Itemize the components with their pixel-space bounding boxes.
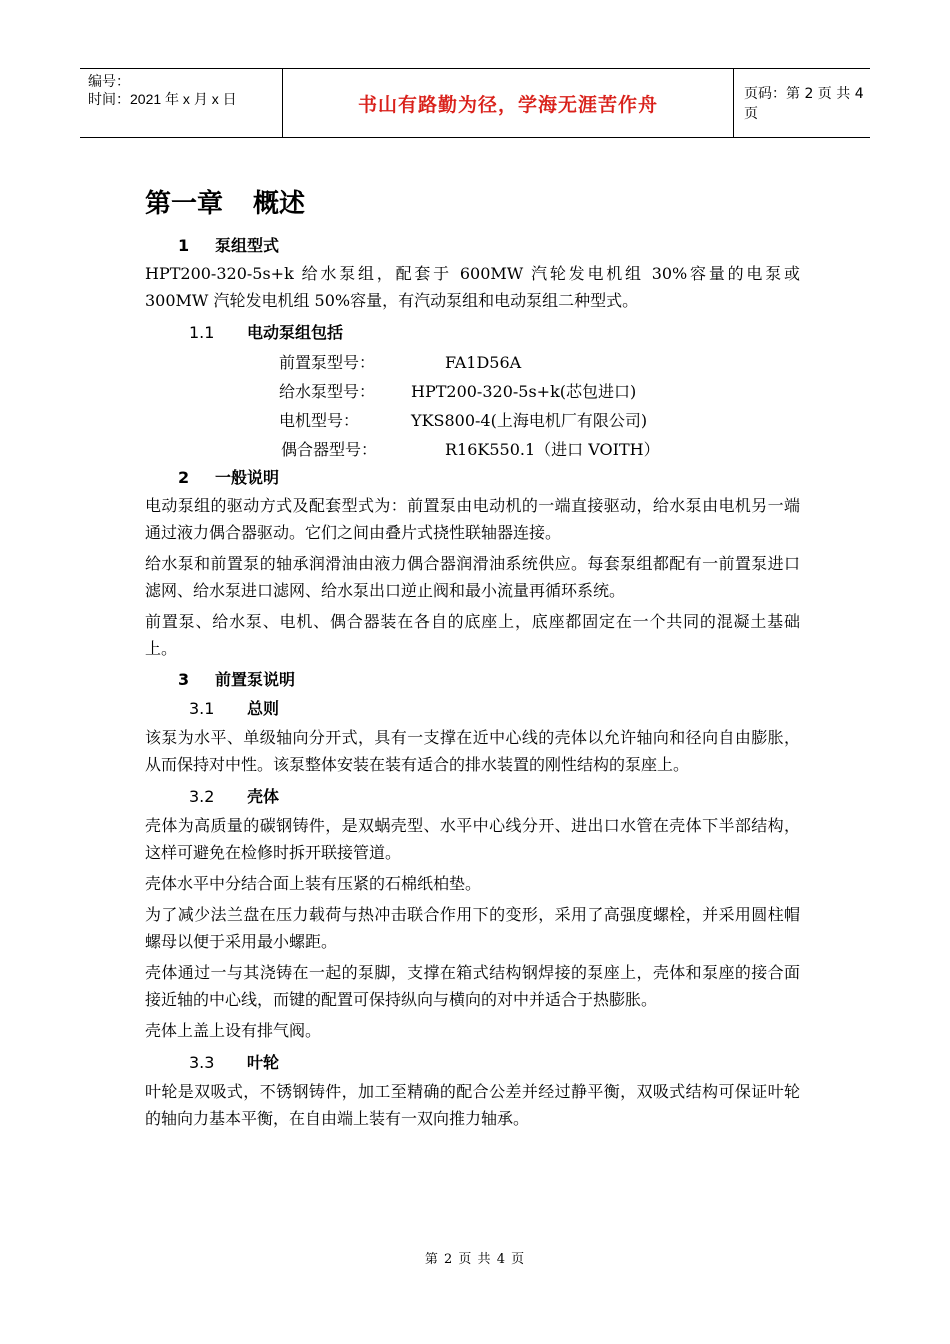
section-number: 3 <box>178 670 190 689</box>
subsection-title: 叶轮 <box>247 1053 280 1072</box>
paragraph: 给水泵和前置泵的轴承润滑油由液力偶合器润滑油系统供应。每套泵组都配有一前置泵进口滤网、给水泵进口滤网、给水泵出口逆止阀和最小流量再循环系统。 <box>145 554 800 600</box>
serial-label: 编号： <box>88 73 130 89</box>
spec-label: 给水泵型号： <box>279 382 376 401</box>
header-motto: 书山有路勤为径，学海无涯苦作舟 <box>282 69 734 137</box>
paragraph: HPT200-320-5s+k 给水泵组，配套于 600MW 汽轮发电机组 30%容量的电泵或 300MW 汽轮发电机组 50%容量，有汽动泵组和电动泵组二种型式。 <box>145 264 800 310</box>
subsection-heading <box>145 694 800 724</box>
spec-label: 偶合器型号： <box>281 440 378 459</box>
section-heading <box>145 464 800 492</box>
paragraph: 为了减少法兰盘在压力载荷与热冲击联合作用下的变形，采用了高强度螺栓，并采用圆柱帽螺母以便于采用最小螺距。 <box>145 905 800 951</box>
paragraph: 前置泵、给水泵、电机、偶合器装在各自的底座上，底座都固定在一个共同的混凝土基础上。 <box>145 612 800 658</box>
section-title: 泵组型式 <box>215 236 280 255</box>
spec-row <box>145 377 800 406</box>
header-meta <box>80 69 282 137</box>
time-text: 时间：2021 年 x 月 x 日 <box>88 91 237 107</box>
page-footer: 第 2 页 共 4 页 <box>424 1252 526 1267</box>
section-title: 前置泵说明 <box>215 670 296 689</box>
paragraph: 壳体通过一与其浇铸在一起的泵脚，支撑在箱式结构钢焊接的泵座上，壳体和泵座的接合面接近轴的中心线，而键的配置可保持纵向与横向的对中并适合于热膨胀。 <box>145 963 800 1009</box>
subsection-heading <box>145 782 800 812</box>
document-body <box>145 182 800 1136</box>
section-number: 2 <box>178 468 190 487</box>
subsection-title: 总则 <box>247 699 280 718</box>
subsection-title: 电动泵组包括 <box>247 323 344 342</box>
subsection-number: 3.3 <box>189 1053 215 1072</box>
chapter-number: 第一章 <box>145 189 224 219</box>
header-page-code: 页码：第 2 页 共 4 页 <box>744 86 864 122</box>
spec-value: R16K550.1（进口 VOITH） <box>445 440 660 459</box>
chapter-name: 概述 <box>253 189 306 219</box>
section-number: 1 <box>178 236 190 255</box>
paragraph: 壳体上盖上设有排气阀。 <box>145 1021 322 1040</box>
section-heading <box>145 666 800 694</box>
spec-value: HPT200-320-5s+k(芯包进口) <box>411 382 637 401</box>
paragraph: 壳体为高质量的碳钢铸件，是双蜗壳型、水平中心线分开、进出口水管在壳体下半部结构，这样可避免在检修时拆开联接管道。 <box>145 816 800 862</box>
spec-value: YKS800-4(上海电机厂有限公司) <box>411 411 648 430</box>
spec-label: 前置泵型号： <box>279 353 376 372</box>
spec-label: 电机型号： <box>279 411 360 430</box>
spec-row <box>145 435 800 464</box>
subsection-title: 壳体 <box>247 787 280 806</box>
paragraph: 壳体水平中分结合面上装有压紧的石棉纸柏垫。 <box>145 874 482 893</box>
spec-row <box>145 348 800 377</box>
section-title: 一般说明 <box>215 468 280 487</box>
paragraph: 叶轮是双吸式，不锈钢铸件，加工至精确的配合公差并经过静平衡，双吸式结构可保证叶轮的轴向力基本平衡，在自由端上装有一双向推力轴承。 <box>145 1082 800 1128</box>
paragraph: 该泵为水平、单级轴向分开式，具有一支撑在近中心线的壳体以允许轴向和径向自由膨胀，从而保持对中性。该泵整体安装在装有适合的排水装置的刚性结构的泵座上。 <box>145 728 800 774</box>
subsection-number: 3.1 <box>189 699 215 718</box>
page-header <box>80 68 870 138</box>
chapter-title <box>145 182 800 226</box>
spec-row <box>145 406 800 435</box>
paragraph: 电动泵组的驱动方式及配套型式为：前置泵由电动机的一端直接驱动，给水泵由电机另一端通过液力偶合器驱动。它们之间由叠片式挠性联轴器连接。 <box>145 496 800 542</box>
subsection-heading <box>145 318 800 348</box>
spec-value: FA1D56A <box>445 353 522 372</box>
subsection-number: 3.2 <box>189 787 215 806</box>
subsection-heading <box>145 1048 800 1078</box>
subsection-number: 1.1 <box>189 323 215 342</box>
section-heading <box>145 232 800 260</box>
